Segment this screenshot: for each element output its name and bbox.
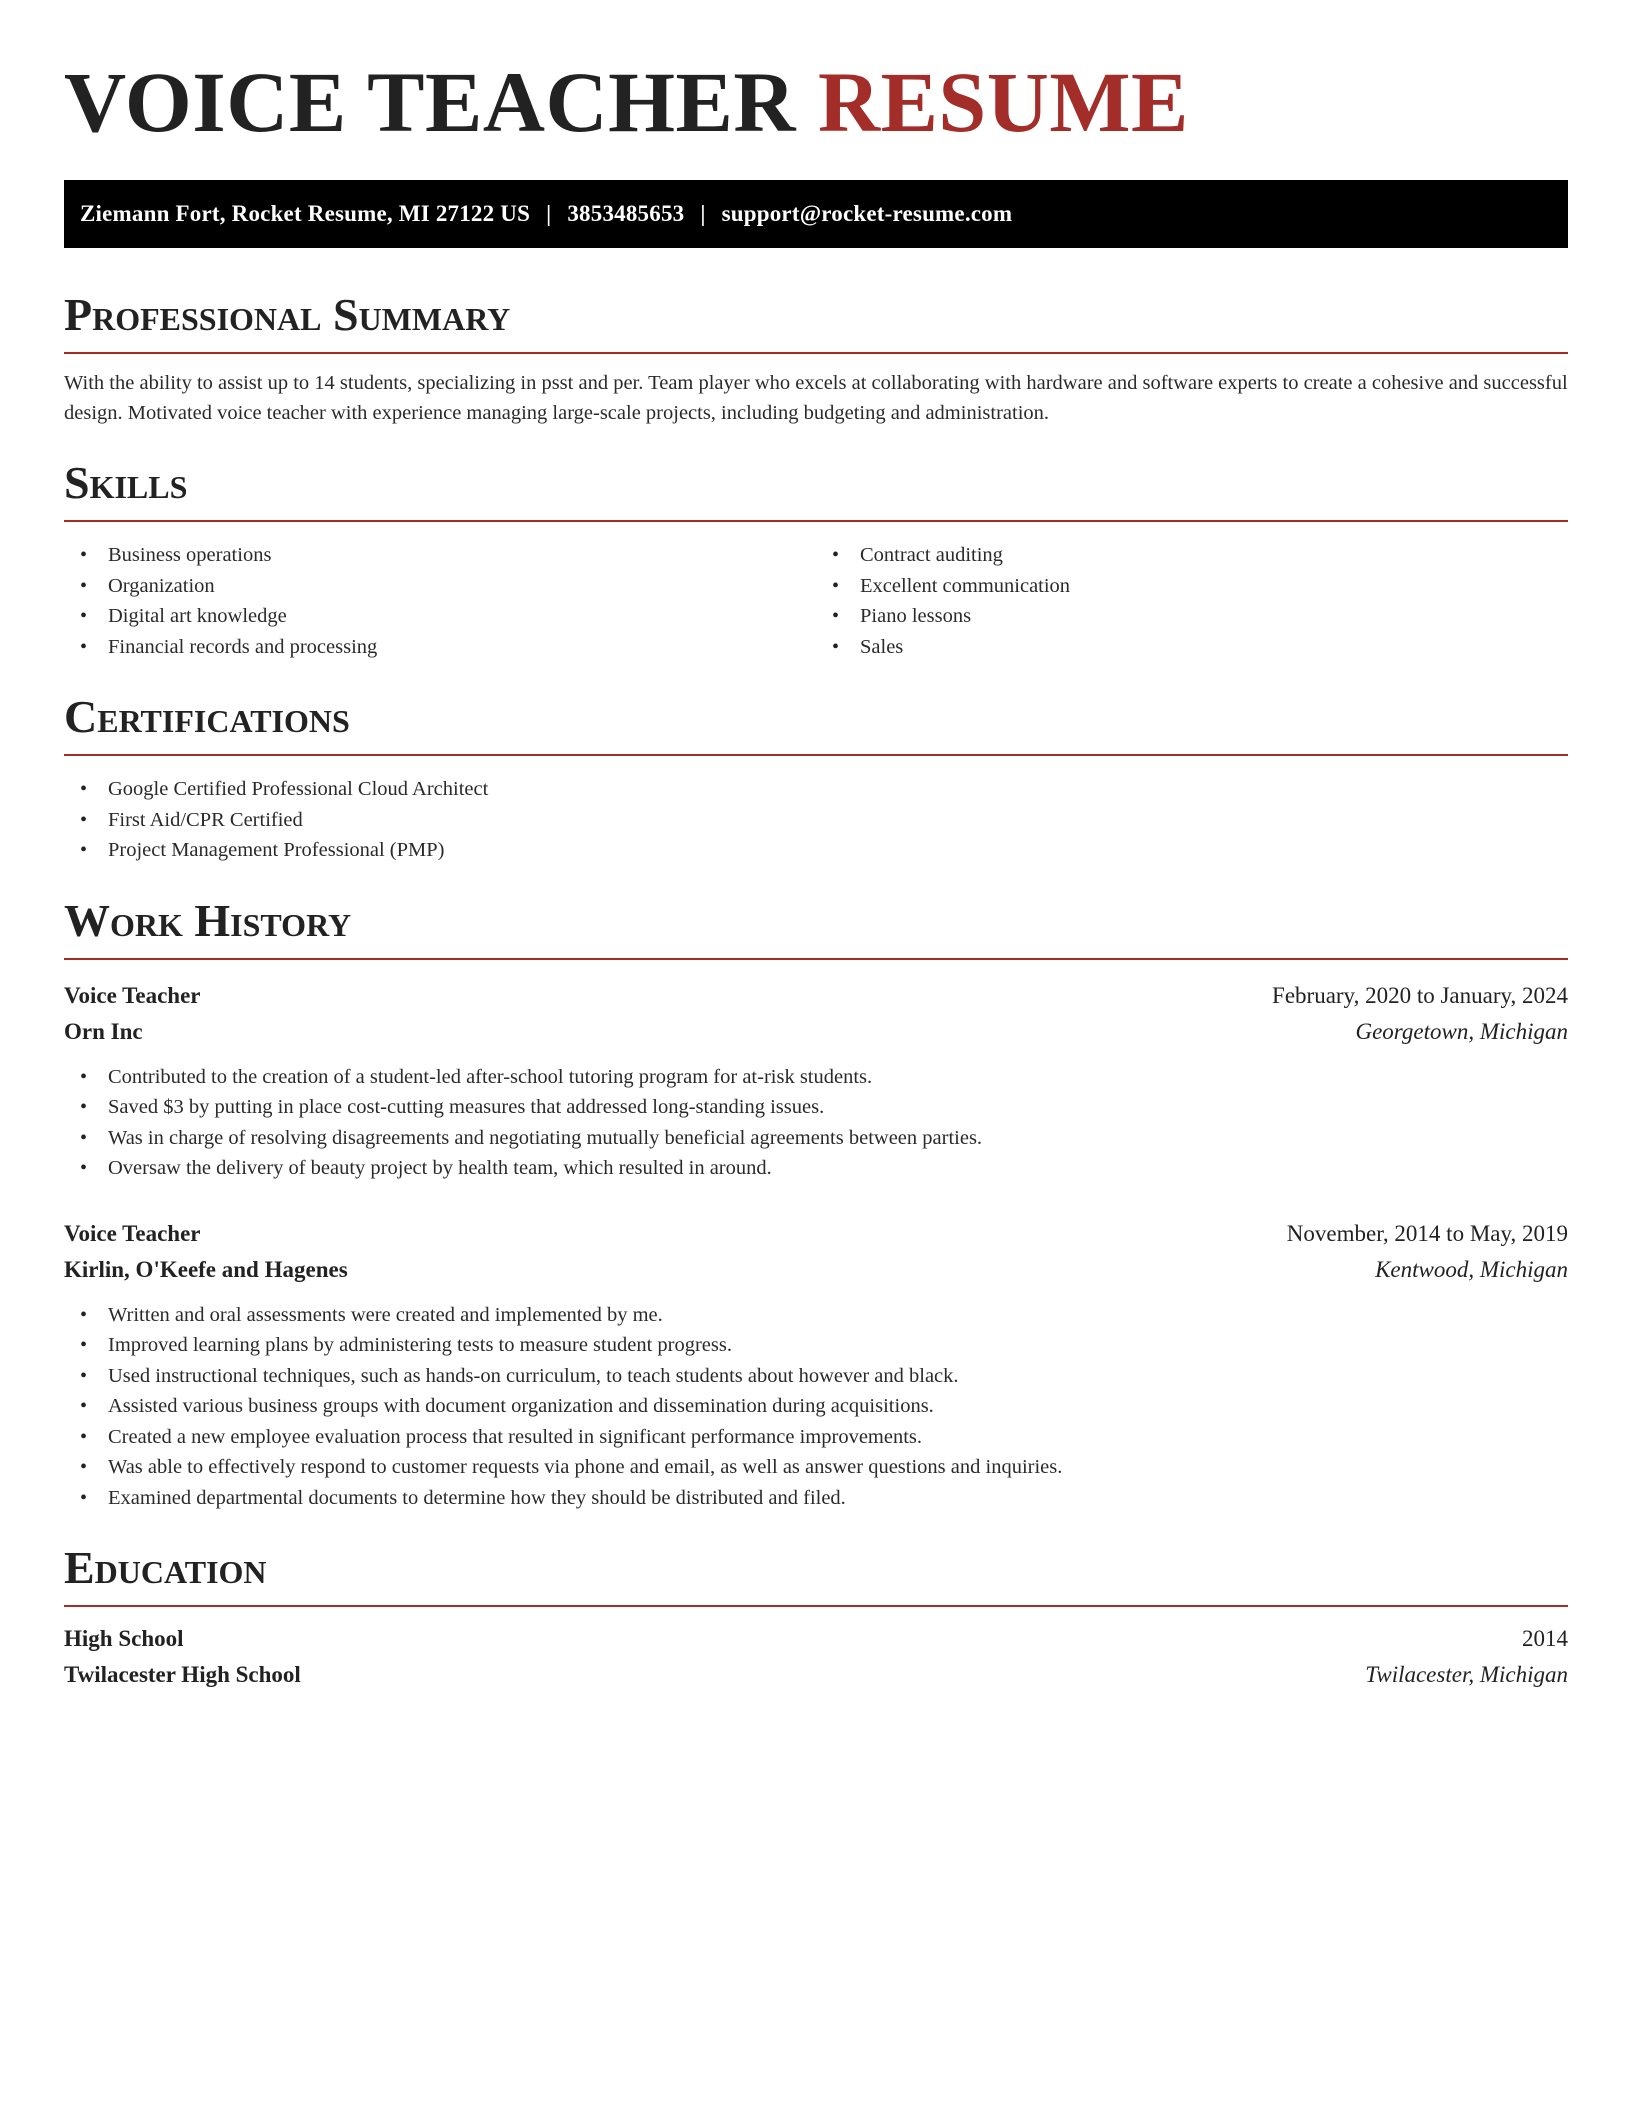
certifications-list — [64, 774, 1568, 866]
section-divider — [64, 1605, 1568, 1607]
job-entry — [64, 1216, 1568, 1514]
skill-item: • Organization — [64, 571, 816, 602]
job-duty: • Created a new employee evaluation process that resulted in significant performance improvements. — [64, 1422, 1568, 1453]
skill-item: • Contract auditing — [816, 540, 1568, 571]
job-entry — [64, 978, 1568, 1184]
job-header-row — [64, 978, 1568, 1014]
job-duty: • Used instructional techniques, such as hands-on curriculum, to teach students about however and black. — [64, 1361, 1568, 1392]
education-location: Twilacester, Michigan — [1365, 1662, 1568, 1687]
skills-column-left — [64, 540, 816, 662]
summary-section — [64, 288, 1568, 428]
job-dates: November, 2014 to May, 2019 — [1286, 1220, 1568, 1246]
job-header-row — [64, 1216, 1568, 1252]
job-company: Orn Inc — [64, 1018, 143, 1044]
job-duties-list — [64, 1062, 1568, 1184]
skill-item: • Piano lessons — [816, 601, 1568, 632]
skill-item: • Excellent communication — [816, 571, 1568, 602]
education-degree: High School — [64, 1626, 184, 1651]
skills-grid — [64, 540, 1568, 662]
resume-title — [64, 52, 1568, 152]
job-title: Voice Teacher — [64, 982, 201, 1008]
job-duty: • Examined departmental documents to determine how they should be distributed and filed. — [64, 1483, 1568, 1514]
education-entry — [64, 1621, 1568, 1693]
work-history-heading: Work History — [64, 894, 352, 946]
skill-item: • Digital art knowledge — [64, 601, 816, 632]
certification-item: • Project Management Professional (PMP) — [64, 835, 1568, 866]
contact-email: support@rocket-resume.com — [721, 201, 1013, 226]
job-title: Voice Teacher — [64, 1220, 201, 1246]
summary-heading: Professional Summary — [64, 289, 511, 340]
contact-phone: 3853485653 — [567, 201, 685, 226]
job-location: Kentwood, Michigan — [1375, 1256, 1568, 1282]
job-company-row — [64, 1014, 1568, 1050]
job-duty: • Oversaw the delivery of beauty project by health team, which resulted in around. — [64, 1153, 1568, 1184]
summary-text: With the ability to assist up to 14 students, specializing in psst and per. Team player who excels at collaborating with hardware and software experts to create a cohesive and successful design. Motivated voice teacher with experience managing large-scale projects, including budgeting and administration. — [64, 372, 1568, 424]
education-year: 2014 — [1522, 1626, 1568, 1651]
job-duties-list — [64, 1300, 1568, 1514]
job-duty: • Saved $3 by putting in place cost-cutting measures that addressed long-standing issues. — [64, 1092, 1568, 1123]
job-duty: • Was able to effectively respond to customer requests via phone and email, as well as answer questions and inquiries. — [64, 1452, 1568, 1483]
job-company: Kirlin, O'Keefe and Hagenes — [64, 1256, 348, 1282]
skills-list-left — [64, 540, 816, 662]
education-section — [64, 1541, 1568, 1693]
education-school: Twilacester High School — [64, 1662, 301, 1687]
skills-column-right — [816, 540, 1568, 662]
section-divider — [64, 958, 1568, 960]
section-divider — [64, 754, 1568, 756]
skill-item: • Business operations — [64, 540, 816, 571]
section-divider — [64, 520, 1568, 522]
job-duty: • Was in charge of resolving disagreements and negotiating mutually beneficial agreements between parties. — [64, 1123, 1568, 1154]
skills-list-right — [816, 540, 1568, 662]
certification-item: • Google Certified Professional Cloud Architect — [64, 774, 1568, 805]
education-heading: Education — [64, 1542, 267, 1593]
certifications-section — [64, 690, 1568, 866]
section-divider — [64, 352, 1568, 354]
title-accent: RESUME — [817, 54, 1189, 150]
contact-separator: | — [546, 201, 552, 226]
skill-item: • Financial records and processing — [64, 632, 816, 663]
certification-item: • First Aid/CPR Certified — [64, 805, 1568, 836]
certifications-heading: Certifications — [64, 691, 350, 742]
job-duty: • Written and oral assessments were created and implemented by me. — [64, 1300, 1568, 1331]
contact-address: Ziemann Fort, Rocket Resume, MI 27122 US — [80, 201, 531, 226]
skill-item: • Sales — [816, 632, 1568, 663]
contact-bar — [64, 180, 1568, 248]
job-duty: • Contributed to the creation of a student-led after-school tutoring program for at-risk students. — [64, 1062, 1568, 1093]
title-main: VOICE TEACHER — [64, 54, 796, 150]
job-company-row — [64, 1252, 1568, 1288]
work-history-section — [64, 894, 1568, 1514]
contact-separator: | — [700, 201, 706, 226]
job-location: Georgetown, Michigan — [1355, 1018, 1568, 1044]
job-dates: February, 2020 to January, 2024 — [1272, 982, 1568, 1008]
skills-heading: Skills — [64, 457, 188, 508]
skills-section — [64, 456, 1568, 662]
education-degree-row — [64, 1621, 1568, 1657]
job-duty: • Assisted various business groups with document organization and dissemination during acquisitions. — [64, 1391, 1568, 1422]
job-duty: • Improved learning plans by administering tests to measure student progress. — [64, 1330, 1568, 1361]
education-school-row — [64, 1657, 1568, 1693]
